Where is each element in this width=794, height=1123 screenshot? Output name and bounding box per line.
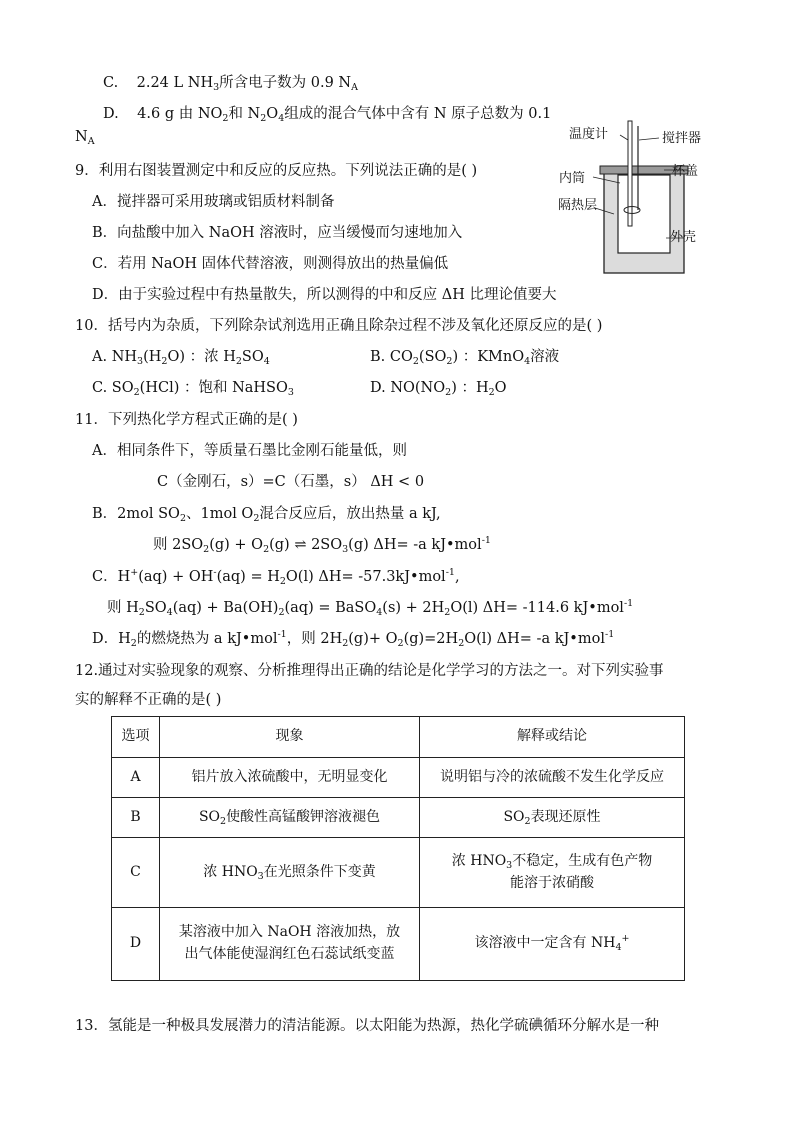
q11-option-c-equation: 则 $H_2SO_4(aq) + Ba(OH)_2(aq)$ = BaSO$_4$(s) + $2H_2O(l)$ ΔH= -114.6 kJ•mol$^{-1}$ [107, 598, 634, 618]
option-label: C [112, 838, 160, 908]
explanation-cell: 说明铝与冷的浓硫酸不发生化学反应 [420, 758, 685, 798]
header-phenomenon: 现象 [160, 717, 420, 758]
label-thermometer: 温度计 [569, 127, 609, 142]
phenomenon-cell: 某溶液中加入 NaOH 溶液加热，放 出气体能使湿润红色石蕊试纸变蓝 [160, 908, 420, 981]
q8-option-d: D. 4.6 g 由 $NO_2$和 $N_2O_4$组成的混合气体中含有 N 原子总数为 0.1 [103, 106, 552, 124]
explanation-cell: 浓 $HNO_3$不稳定，生成有色产物 能溶于浓硝酸 [420, 838, 685, 908]
label-inner-cup: 内筒 [559, 171, 586, 186]
q12-stem-line2: 实的解释不正确的是( ) [75, 692, 222, 708]
header-explanation: 解释或结论 [420, 717, 685, 758]
q10-option-a: A. $NH_3(H_2O)$ ：浓 $H_2SO_4$ [92, 349, 270, 367]
label-insulation: 隔热层 [558, 198, 598, 213]
q11-option-c: C．$H^+(aq) + OH^-(aq) = H_2O(l)$ ΔH= -57.3kJ•mol$^{-1}$, [92, 567, 460, 587]
q10-option-c: C. $SO_2(HCl)$ ：饱和 NaHSO$_3$ [92, 380, 294, 398]
header-option: 选项 [112, 717, 160, 758]
q11-option-d: D．$H_2$的燃烧热为 a kJ•mol$^{-1}$，则 $2H_2(g)+ O_2(g)=2H_2O(l)$ ΔH= -a kJ•mol$^{-1}$ [92, 629, 615, 649]
q9-stem: 9．利用右图装置测定中和反应的反应热。下列说法正确的是( ) [75, 163, 478, 179]
q10-option-b: B. $CO_2(SO_2)$ ：KMnO$_4$溶液 [370, 349, 560, 367]
explanation-cell: 该溶液中一定含有 $NH_4^+$ [420, 908, 685, 981]
calorimeter-figure [558, 118, 718, 283]
q12-stem-line1: 12.通过对实验现象的观察、分析推理得出正确的结论是化学学习的方法之一。对下列实验事 [75, 663, 664, 679]
q13-stem: 13．氢能是一种极具发展潜力的清洁能源。以太阳能为热源，热化学硫碘循环分解水是一种 [75, 1018, 659, 1034]
table-row [112, 758, 685, 798]
q11-option-b-equation: 则 $2SO_2(g) + O_2(g)$ ⇌ $2SO_3(g)$ ΔH= -a kJ•mol$^{-1}$ [153, 535, 491, 555]
table-header-row [112, 717, 685, 758]
label-outer-shell: 外壳 [670, 230, 697, 245]
explanation-cell: $SO_2$表现还原性 [420, 798, 685, 838]
q11-option-a: A．相同条件下，等质量石墨比金刚石能量低，则 [92, 443, 407, 459]
q11-option-b: B．2mol $SO_2$、1mol $O_2$混合反应后，放出热量 a kJ, [92, 506, 441, 524]
q10-option-d: D. $NO(NO_2)$ ：$H_2O$ [370, 380, 507, 398]
q10-stem: 10．括号内为杂质，下列除杂试剂选用正确且除杂过程不涉及氧化还原反应的是( ) [75, 318, 603, 334]
option-label: A [112, 758, 160, 798]
q9-option-d: D．由于实验过程中有热量散失，所以测得的中和反应 ΔH 比理论值要大 [92, 287, 557, 303]
option-label: B [112, 798, 160, 838]
table-row [112, 798, 685, 838]
phenomenon-cell: $SO_2$使酸性高锰酸钾溶液褪色 [160, 798, 420, 838]
q9-option-b: B．向盐酸中加入 NaOH 溶液时，应当缓慢而匀速地加入 [92, 225, 463, 241]
q8-option-c: C. 2.24 L $NH_3$所含电子数为 0.9 $N_A$ [103, 75, 358, 93]
table-row [112, 838, 685, 908]
q12-options-table [111, 716, 685, 981]
phenomenon-cell: 浓 $HNO_3$在光照条件下变黄 [160, 838, 420, 908]
q11-stem: 11．下列热化学方程式正确的是( ) [75, 412, 298, 428]
q8-option-d-cont: $N_A$ [75, 129, 95, 147]
label-lid: 杯盖 [672, 164, 699, 179]
phenomenon-cell: 铝片放入浓硫酸中，无明显变化 [160, 758, 420, 798]
option-label: D [112, 908, 160, 981]
q11-option-a-equation: C（金刚石，s）=C（石墨，s） ΔH < 0 [157, 474, 425, 490]
q9-option-c: C．若用 NaOH 固体代替溶液，则测得放出的热量偏低 [92, 256, 449, 272]
q9-option-a: A．搅拌器可采用玻璃或铝质材料制备 [92, 194, 335, 210]
label-stirrer: 搅拌器 [662, 131, 702, 146]
table-row [112, 908, 685, 981]
